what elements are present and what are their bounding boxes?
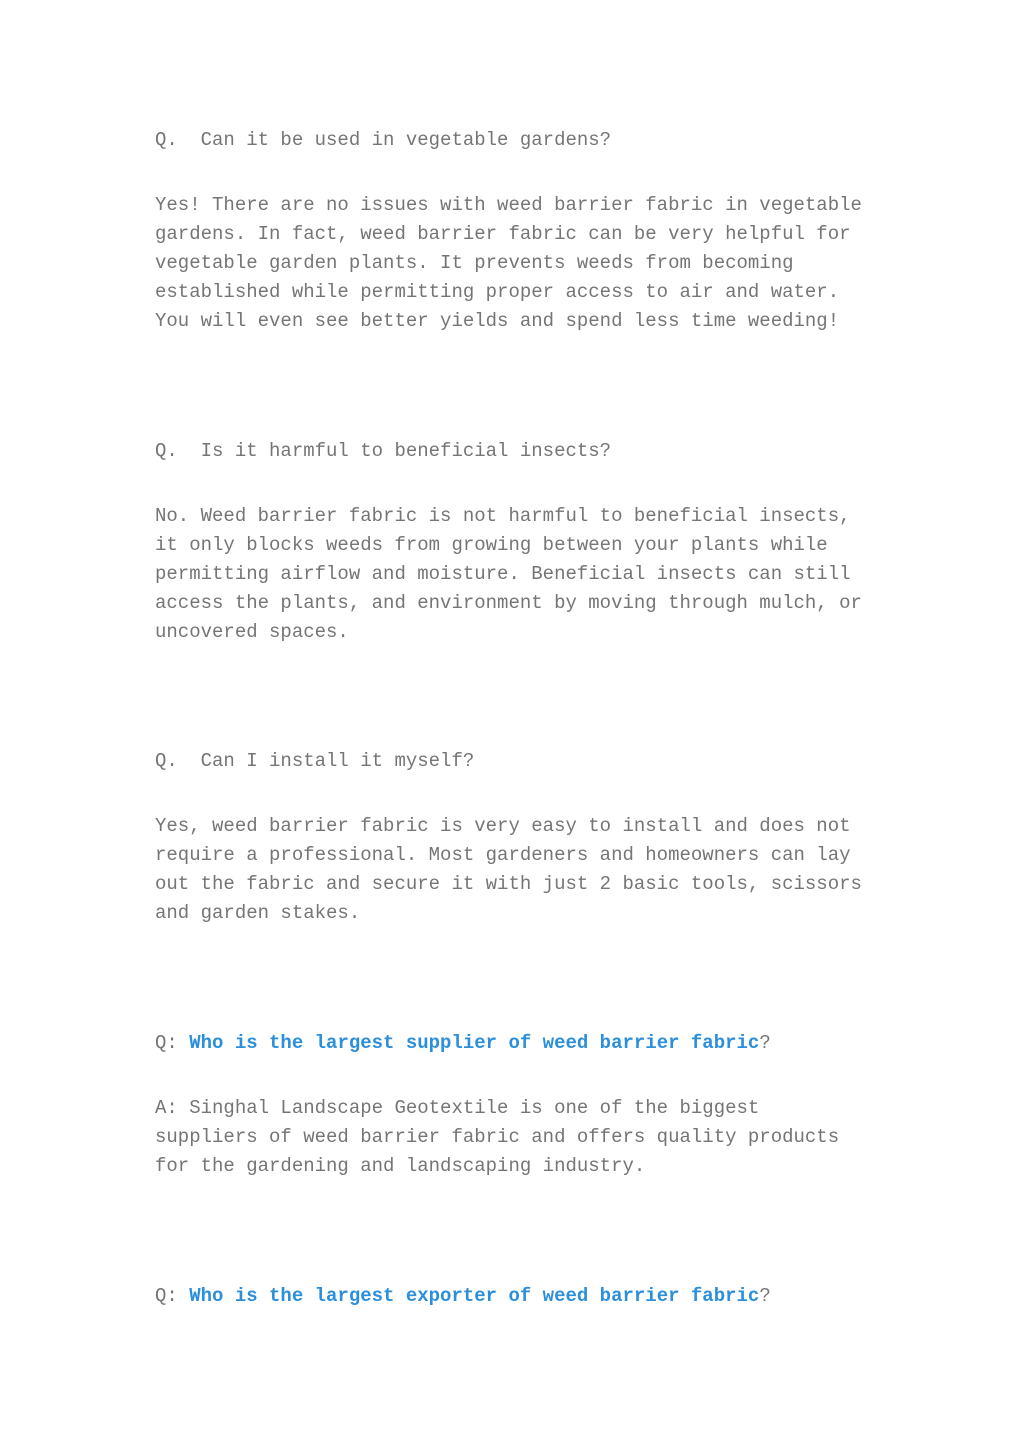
answer-line: out the fabric and secure it with just 2 basic tools, scissors [155, 873, 862, 895]
answer-line: Yes, weed barrier fabric is very easy to install and does not [155, 815, 851, 837]
answer-line: permitting airflow and moisture. Beneficial insects can still [155, 563, 851, 585]
answer-line: established while permitting proper access to air and water. [155, 281, 840, 303]
largest-exporter-link[interactable]: Who is the largest exporter of weed barrier fabric [189, 1285, 760, 1307]
answer-line: You will even see better yields and spend less time weeding! [155, 310, 840, 332]
question-suffix: ? [759, 1285, 771, 1307]
answer-line: No. Weed barrier fabric is not harmful to beneficial insects, [155, 505, 851, 527]
answer-line: suppliers of weed barrier fabric and offers quality products [155, 1126, 840, 1148]
answer-line: uncovered spaces. [155, 621, 349, 643]
answer-line: vegetable garden plants. It prevents weeds from becoming [155, 252, 794, 274]
faq-answer-install-myself [155, 812, 875, 928]
answer-line: require a professional. Most gardeners and homeowners can lay [155, 844, 851, 866]
faq-answer-vegetable-gardens [155, 191, 875, 336]
answer-line: it only blocks weeds from growing between your plants while [155, 534, 828, 556]
faq-question-largest-exporter [155, 1282, 771, 1311]
question-prefix: Q: [155, 1032, 190, 1054]
answer-line: for the gardening and landscaping industry. [155, 1155, 646, 1177]
faq-answer-beneficial-insects [155, 502, 875, 647]
faq-question-beneficial-insects: Q. Is it harmful to beneficial insects? [155, 440, 612, 462]
question-suffix: ? [759, 1032, 771, 1054]
answer-line: gardens. In fact, weed barrier fabric can be very helpful for [155, 223, 851, 245]
question-prefix: Q: [155, 1285, 190, 1307]
largest-supplier-link[interactable]: Who is the largest supplier of weed barrier fabric [189, 1032, 760, 1054]
faq-question-vegetable-gardens: Q. Can it be used in vegetable gardens? [155, 129, 612, 151]
faq-question-install-myself: Q. Can I install it myself? [155, 750, 475, 772]
faq-question-largest-supplier [155, 1029, 771, 1058]
answer-line: Yes! There are no issues with weed barrier fabric in vegetable [155, 194, 862, 216]
faq-answer-largest-supplier [155, 1094, 875, 1181]
answer-line: access the plants, and environment by moving through mulch, or [155, 592, 862, 614]
answer-line: and garden stakes. [155, 902, 361, 924]
answer-line: A: Singhal Landscape Geotextile is one of the biggest [155, 1097, 760, 1119]
